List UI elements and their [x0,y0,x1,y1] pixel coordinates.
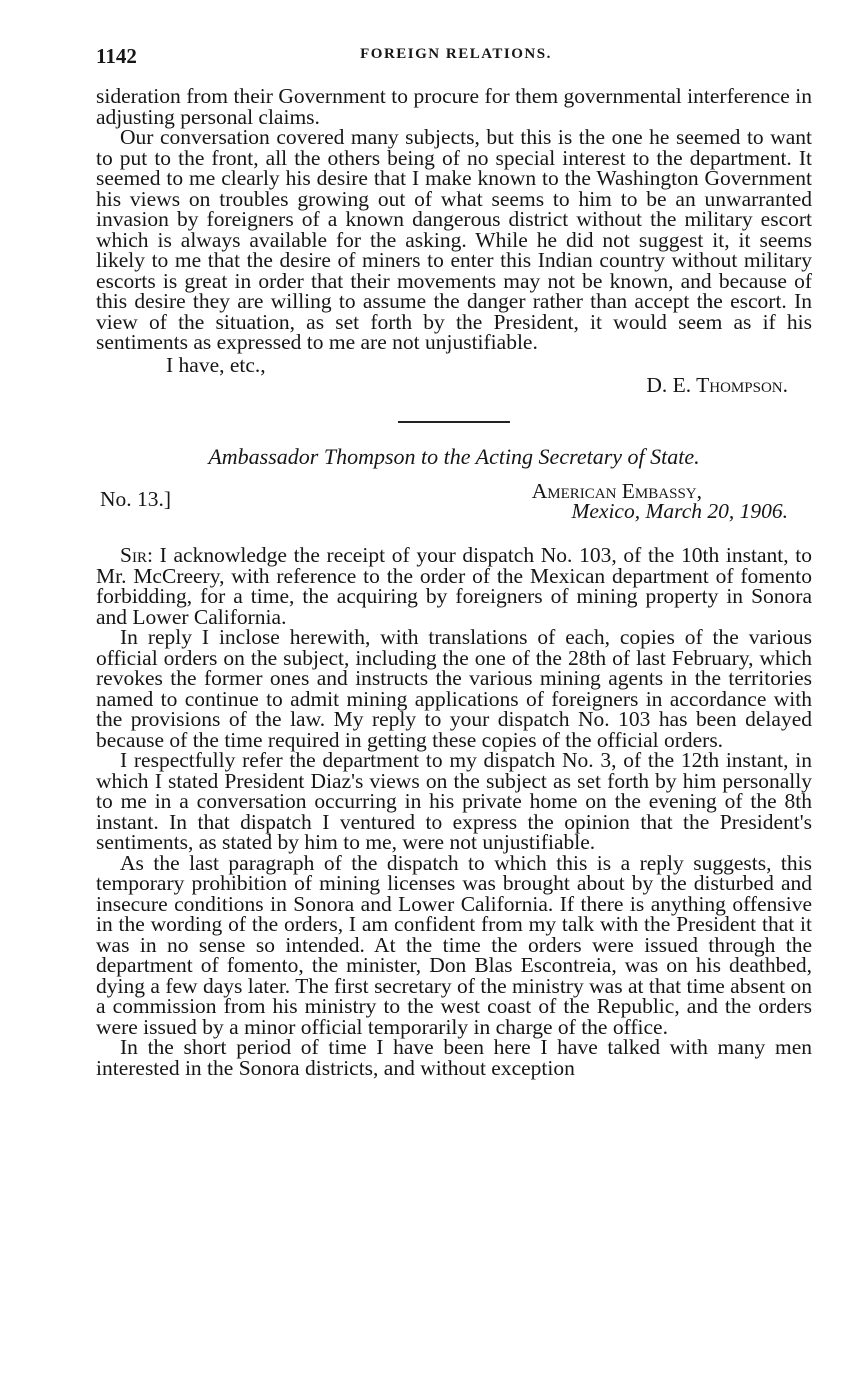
embassy-name: American Embassy, [531,479,702,503]
dispatch-number: No. 13.] [100,487,172,511]
letter-closing: I have, etc., [166,352,266,377]
signature-name: D. E. Thompson. [646,372,788,397]
place-and-date: Mexico, March 20, 1906. [571,499,788,523]
page-number: 1142 [96,44,137,68]
page-body [96,86,812,1078]
running-title: FOREIGN RELATIONS. [360,46,552,62]
continuation-paragraph: sideration from their Government to procure for them governmental interference in adjusting personal claims. [96,84,812,129]
section-divider [398,421,510,423]
letter-body [96,545,812,1078]
dateline [96,481,812,537]
body-paragraph: In the short period of time I have been here I have talked with many men interested in the Sonora districts, and without exception [96,1035,812,1080]
paragraph-text: I acknowledge the receipt of your dispatch No. 103, of the 10th instant, to Mr. McCreery, with reference to the order of the Mexican department of fomento forbidding, for a time, the acquiring by foreigners of mining property in Sonora and Lower California. [96,543,813,629]
body-paragraph [96,545,812,627]
salutation: Sir: [120,543,153,567]
body-paragraph: I respectfully refer the department to my dispatch No. 3, of the 12th instant, in which I stated President Diaz's views on the subject as set forth by him personally to me in a conversation occurring in his private home on the evening of the 8th instant. In that dispatch I ventured to express the opinion that the President's sentiments, as stated by him to me, were not unjustifiable. [96,748,812,854]
body-paragraph: As the last paragraph of the dispatch to which this is a reply suggests, this temporary prohibition of mining licenses was brought about by the disturbed and insecure conditions in Sonora and Lower California. If there is anything offensive in the wording of the orders, I am confident from my talk with the President that it was in no sense so intended. At the time the orders were issued through the department of fomento, the minister, Don Blas Escontreia, was on his deathbed, dying a few days later. The first secretary of the ministry was at that time absent on a commission from his ministry to the west coast of the Republic, and the orders were issued by a minor official temporarily in charge of the office. [96,850,812,1039]
body-paragraph: In reply I inclose herewith, with translations of each, copies of the various official orders on the subject, including the one of the 28th of last February, which revokes the former ones and instructs the various mining agents in the territories named to continue to admit mining applications of foreigners in accordance with the provisions of the law. My reply to your dispatch No. 103 has been delayed because of the time required in getting these copies of the official orders. [96,625,812,752]
signature [96,372,812,405]
letter-heading: Ambassador Thompson to the Acting Secretary of State. [208,443,700,469]
body-paragraph: Our conversation covered many subjects, but this is the one he seemed to want to put to the front, all the others being of no special interest to the department. It seemed to me clearly his desire that I make known to the Washington Government his views on troubles growing out of what seems to him to be an unwarranted invasion by foreigners of a known dangerous district without the military escort which is always available for the asking. While he did not suggest it, it seems likely to me that the desire of miners to enter this Indian country without military escorts is great in order that their movements may not be known, and because of this desire they are willing to assume the danger rather than accept the escort. In view of the situation, as set forth by the President, it would seem as if his sentiments as expressed to me are not unjustifiable. [96,125,812,354]
page-header [96,44,816,74]
